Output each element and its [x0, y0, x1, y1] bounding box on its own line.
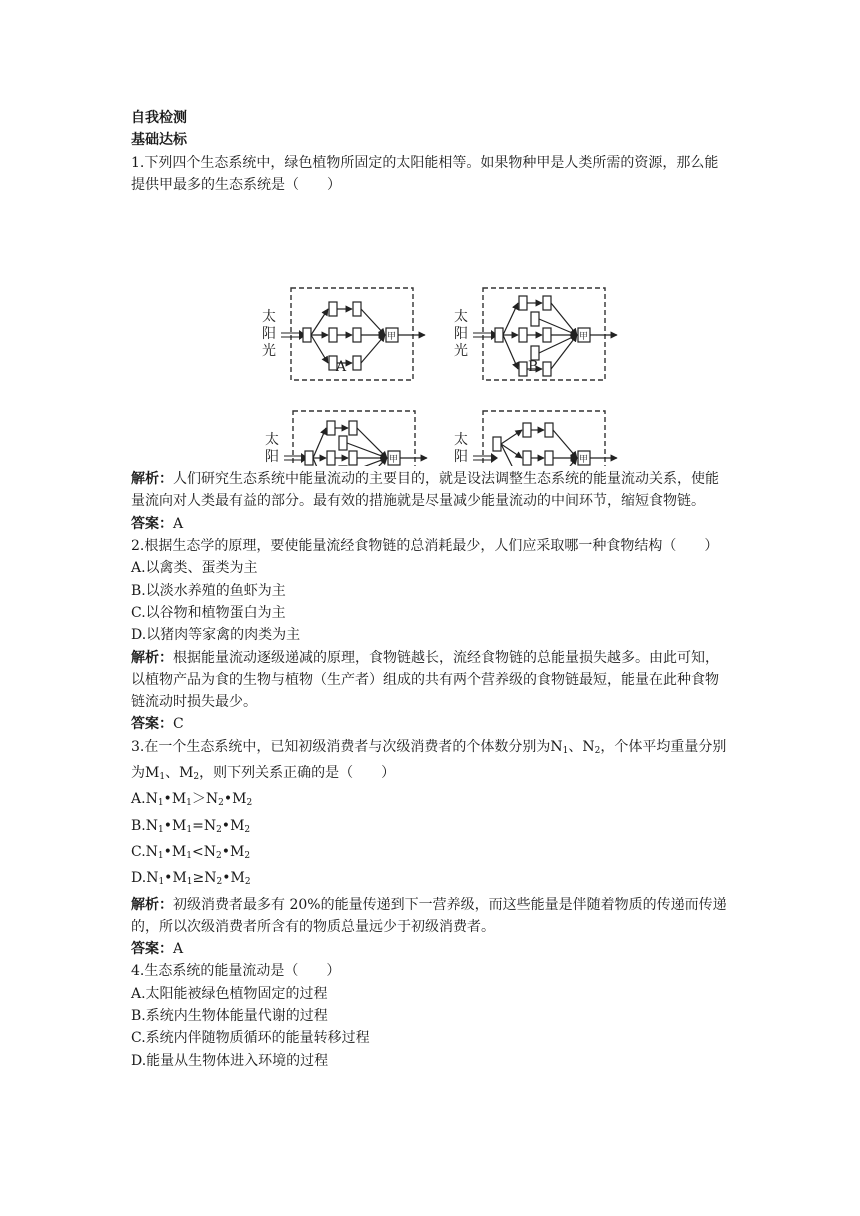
q4-option-c: C.系统内伴随物质循环的能量转移过程	[131, 1030, 370, 1047]
sep: 、	[165, 765, 180, 782]
formula-part: 1	[158, 824, 164, 835]
species-box	[329, 328, 337, 342]
feeding-arrow	[311, 309, 328, 335]
species-box	[531, 312, 539, 326]
species-box	[545, 423, 553, 437]
species-box	[519, 362, 527, 376]
formula-part: 1	[157, 850, 164, 861]
q1-figure	[131, 198, 731, 466]
q3-option-c	[131, 841, 731, 867]
formula-part: •	[222, 870, 231, 887]
species-box	[545, 451, 553, 465]
formula-part: =	[192, 817, 204, 834]
q2-stem: 2.根据生态学的原理，要使能量流经食物链的总消耗最少，人们应采取哪一种食物结构（ ）	[131, 538, 719, 555]
species-box	[543, 362, 551, 376]
q1-analysis	[131, 468, 731, 513]
species-jia-label: 甲	[579, 332, 589, 343]
species-box	[353, 328, 361, 342]
formula-part: 1	[186, 798, 192, 809]
answer-label: 答案：	[131, 515, 173, 532]
q3-analysis	[131, 894, 731, 939]
q2-analysis	[131, 647, 731, 714]
q4-stem: 4.生态系统的能量流动是（ ）	[131, 963, 341, 980]
q2-option-b: B.以淡水养殖的鱼虾为主	[131, 582, 286, 599]
section-title: 基础达标	[131, 132, 187, 149]
formula-part: •	[163, 843, 172, 860]
formula-part: •	[164, 870, 173, 887]
q2-option-d: D.以猪肉等家禽的肉类为主	[131, 627, 301, 644]
q4-option-d: D.能量从生物体进入环境的过程	[131, 1052, 329, 1069]
food-web-diagram	[131, 198, 731, 466]
feeding-arrow	[313, 428, 326, 458]
sunlight-label	[265, 465, 279, 466]
formula-part: 2	[215, 850, 222, 861]
species-box	[329, 302, 337, 316]
q3-options	[131, 788, 731, 893]
q3-option-b	[131, 815, 731, 841]
formula-part: 2	[216, 877, 223, 888]
formula-part: 2	[216, 824, 222, 835]
var-m: M	[145, 765, 160, 782]
feeding-arrow	[503, 335, 518, 369]
formula-part: ≥	[192, 870, 205, 887]
formula-part: M	[172, 870, 187, 887]
species-box	[353, 356, 361, 370]
q3-stem-part: 个体平均重量	[614, 738, 699, 755]
formula-part: M	[229, 843, 245, 860]
formula-part: N	[145, 791, 158, 808]
formula-part: C.	[131, 843, 146, 860]
feeding-arrow	[361, 335, 385, 363]
species-box	[339, 436, 347, 450]
formula-part: •	[221, 843, 230, 860]
formula-part: M	[172, 817, 187, 834]
sunlight-label: 光	[262, 343, 276, 360]
species-box	[519, 296, 527, 310]
formula-part: N	[145, 843, 158, 860]
formula-part: M	[230, 870, 245, 887]
analysis-label: 解析：	[131, 896, 173, 913]
sunlight-label: 太	[262, 309, 276, 326]
feeding-arrow	[501, 430, 522, 444]
sub-2: 2	[193, 772, 200, 783]
formula-part: •	[163, 791, 172, 808]
sub-1: 1	[159, 772, 166, 783]
analysis-text: 初级消费者最多有 20%的能量传递到下一营养级，而这些能量是伴随着物质的传递而传递的，所以次级消费者所含有的物质总量远少于初级消费者。	[131, 896, 727, 935]
formula-part: •	[221, 817, 231, 834]
species-box	[327, 421, 335, 435]
formula-part: •	[163, 817, 172, 834]
q2-option-c: C.以谷物和植物蛋白为主	[131, 604, 286, 621]
formula-part: 2	[246, 798, 253, 809]
species-box	[523, 451, 531, 465]
formula-part: B.	[131, 817, 146, 834]
analysis-text: 根据能量流动逐级递减的原理，食物链越长，流经食物链的总能量损失越多。由此可知，以植物产品为食的生物与植物（生产者）组成的共有两个营养级的食物链最短，能量在此种食物链流动时损失最少。	[131, 649, 719, 711]
species-box	[303, 328, 311, 342]
q3-option-d	[131, 867, 731, 893]
sunlight-label: 太	[265, 432, 279, 449]
formula-part: N	[145, 817, 158, 834]
feeding-arrow	[357, 428, 387, 458]
formula-part: 1	[157, 798, 164, 809]
species-box	[327, 451, 335, 465]
sunlight-label: 阳	[454, 326, 468, 343]
q3-answer	[131, 938, 731, 960]
feeding-arrow	[501, 444, 522, 466]
analysis-label: 解析：	[131, 471, 173, 488]
q3-option-a	[131, 788, 731, 814]
species-box	[349, 451, 357, 465]
species-jia-label: 甲	[389, 455, 399, 466]
q2-answer	[131, 713, 731, 735]
panel-label: A	[336, 359, 347, 376]
formula-part: ＞	[191, 791, 206, 808]
page-title: 自我检测	[131, 110, 187, 126]
sub-1: 1	[562, 745, 569, 756]
q3-stem-part: 3.在一个生态系统中，已知初级消费者与次级消费者的个体数分别为	[131, 738, 551, 755]
formula-part: M	[171, 843, 187, 860]
species-box	[531, 346, 539, 360]
species-box	[353, 302, 361, 316]
formula-part: 2	[218, 798, 224, 809]
formula-part: N	[204, 870, 217, 887]
formula-part: 2	[244, 824, 251, 835]
formula-part: 1	[186, 877, 193, 888]
formula-part: N	[203, 843, 216, 860]
comma: ，	[600, 738, 615, 755]
sunlight-label: 阳	[265, 449, 279, 466]
sunlight-label: 阳	[454, 449, 468, 466]
feeding-arrow	[313, 458, 326, 466]
sunlight-arrowhead	[491, 453, 498, 463]
species-box	[495, 328, 503, 342]
q3-stem	[131, 736, 731, 789]
q1-stem: 1.下列四个生态系统中，绿色植物所固定的太阳能相等。如果物种甲是人类所需的资源，那么能提供甲最多的生态系统是（ ）	[131, 154, 719, 193]
panel-label: B	[528, 359, 539, 376]
feeding-arrow	[311, 335, 328, 363]
species-box	[543, 328, 551, 342]
formula-part: N	[203, 817, 217, 834]
formula-part: 1	[158, 877, 165, 888]
formula-part: <	[192, 843, 204, 860]
species-jia-label: 甲	[387, 332, 397, 343]
feeding-arrow	[551, 303, 577, 335]
sunlight-label: 太	[454, 309, 468, 326]
q3-stem-part: 分别为	[131, 738, 727, 782]
answer-value: C	[173, 716, 184, 733]
feeding-arrow	[553, 458, 577, 466]
sunlight-label: 光	[454, 343, 468, 360]
feeding-arrow	[551, 335, 577, 369]
formula-part: 2	[244, 877, 251, 888]
formula-part: M	[232, 791, 247, 808]
species-box	[349, 421, 357, 435]
sep: 、	[568, 738, 583, 755]
var-m: M	[179, 765, 194, 782]
var-n: N	[582, 738, 595, 755]
species-box	[305, 451, 313, 465]
q1-answer	[131, 513, 731, 535]
answer-value: A	[173, 941, 184, 958]
species-box	[523, 423, 531, 437]
feeding-arrow	[553, 430, 577, 458]
species-box	[543, 296, 551, 310]
formula-part: 2	[244, 850, 251, 861]
species-box	[493, 437, 501, 451]
sunlight-label: 阳	[262, 326, 276, 343]
answer-label: 答案：	[131, 716, 173, 733]
formula-part: 1	[186, 824, 193, 835]
answer-value: A	[173, 515, 184, 532]
species-jia-label: 甲	[579, 455, 589, 466]
sunlight-label: 太	[454, 432, 468, 449]
document-content	[131, 107, 731, 1072]
formula-part: 1	[186, 850, 192, 861]
answer-label: 答案：	[131, 941, 173, 958]
formula-part: N	[146, 870, 159, 887]
analysis-text: 人们研究生态系统中能量流动的主要目的，就是设法调整生态系统的能量流动关系，使能量流向对人类最有益的部分。最有效的措施就是尽量减少能量流动的中间环节，缩短食物链。	[131, 471, 719, 510]
feeding-arrow	[503, 303, 518, 335]
q4-option-a: A.太阳能被绿色植物固定的过程	[131, 985, 328, 1002]
var-n: N	[550, 738, 563, 755]
formula-part: M	[171, 791, 187, 808]
sunlight-label	[454, 465, 468, 466]
formula-part: M	[230, 817, 245, 834]
sub-2: 2	[594, 745, 601, 756]
analysis-label: 解析：	[131, 649, 173, 666]
species-box	[519, 328, 527, 342]
formula-part: •	[223, 791, 233, 808]
formula-part: N	[205, 791, 219, 808]
q3-stem-part: 则下列关系正确的是（ ）	[213, 765, 396, 782]
formula-part: A.	[131, 791, 146, 808]
q4-option-b: B.系统内生物体能量代谢的过程	[131, 1008, 328, 1025]
feeding-arrow	[361, 309, 385, 335]
comma: ，	[199, 765, 214, 782]
formula-part: D.	[131, 870, 147, 887]
q2-option-a: A.以禽类、蛋类为主	[131, 560, 258, 577]
